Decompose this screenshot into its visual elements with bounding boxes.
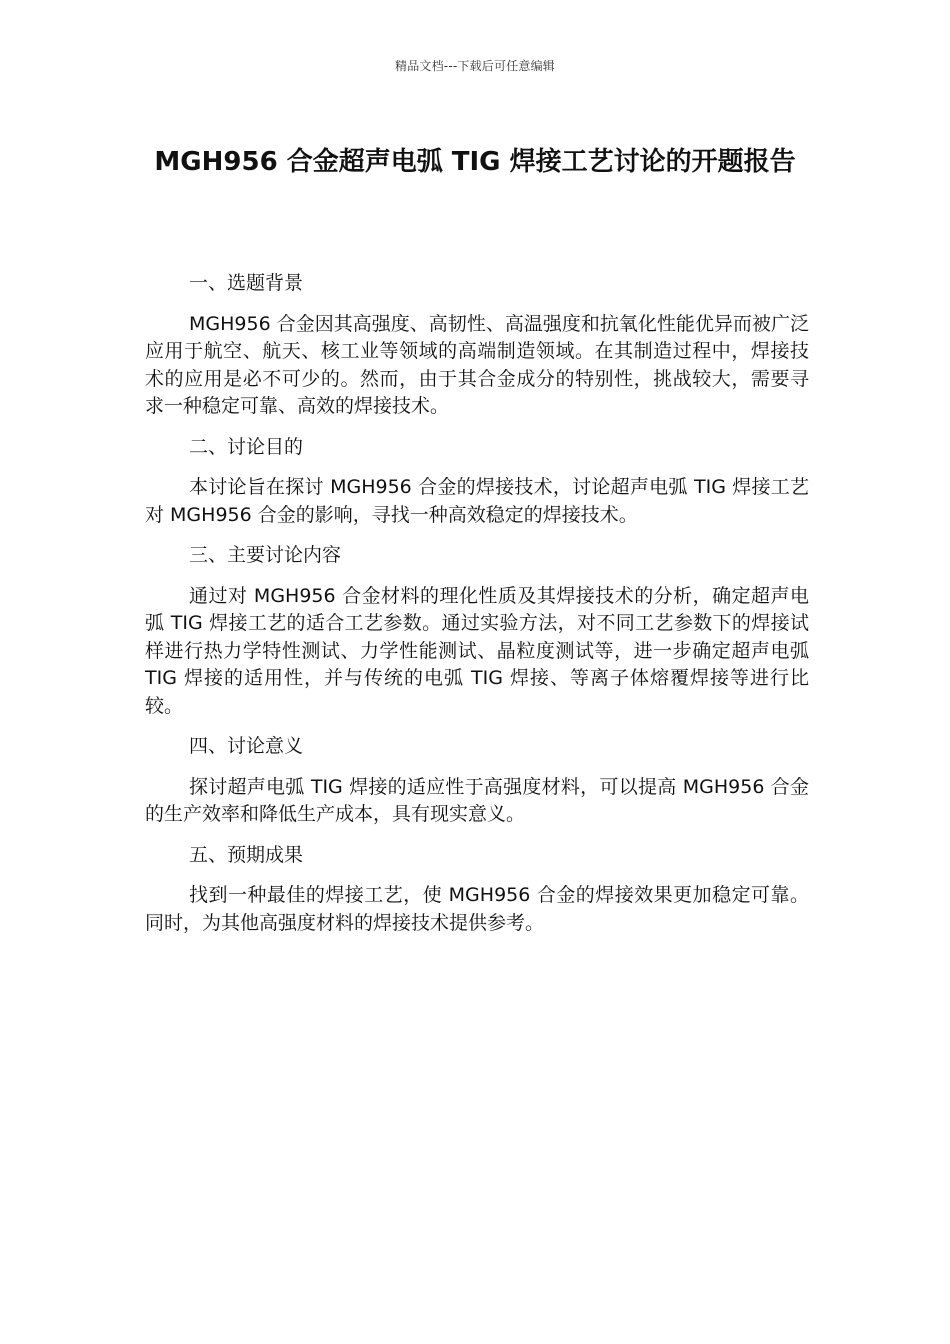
section-significance	[145, 733, 809, 829]
section-heading: 二、讨论目的	[189, 435, 304, 458]
section-paragraph: 探讨超声电弧 TIG 焊接的适应性于高强度材料，可以提高 MGH956 合金的生产效率和降低生产成本，具有现实意义。	[145, 775, 809, 825]
section-heading: 五、预期成果	[189, 843, 304, 866]
section-paragraph: 通过对 MGH956 合金材料的理化性质及其焊接技术的分析，确定超声电弧 TIG 焊接工艺的适合工艺参数。通过实验方法，对不同工艺参数下的焊接试样进行热力学特性测试、力学性能测试、晶粒度测试等，进一步确定超声电弧 TIG 焊接的适用性，并与传统的电弧 TIG 焊接、等离子体熔覆焊接等进行比较。	[145, 584, 809, 717]
section-main-content	[145, 542, 809, 720]
section-heading: 四、讨论意义	[189, 735, 304, 757]
section-paragraph: 本讨论旨在探讨 MGH956 合金的焊接技术，讨论超声电弧 TIG 焊接工艺对 MGH956 合金的影响，寻找一种高效稳定的焊接技术。	[145, 476, 809, 526]
section-heading: 三、主要讨论内容	[189, 544, 342, 566]
header-note: 精品文档---下载后可任意编辑	[395, 59, 555, 73]
section-paragraph: 找到一种最佳的焊接工艺，使 MGH956 合金的焊接效果更加稳定可靠。同时，为其他高强度材料的焊接技术提供参考。	[145, 884, 809, 934]
document-title: MGH956 合金超声电弧 TIG 焊接工艺讨论的开题报告	[154, 147, 796, 177]
section-purpose	[145, 434, 809, 530]
section-heading: 一、选题背景	[189, 272, 304, 294]
document-body	[145, 270, 809, 950]
section-background	[145, 270, 809, 421]
section-paragraph: MGH956 合金因其高强度、高韧性、高温强度和抗氧化性能优异而被广泛应用于航空、航天、核工业等领域的高端制造领域。在其制造过程中，焊接技术的应用是必不可少的。然而，由于其合金成分的特别性，挑战较大，需要寻求一种稳定可靠、高效的焊接技术。	[145, 312, 809, 417]
section-expected-results	[145, 842, 809, 938]
